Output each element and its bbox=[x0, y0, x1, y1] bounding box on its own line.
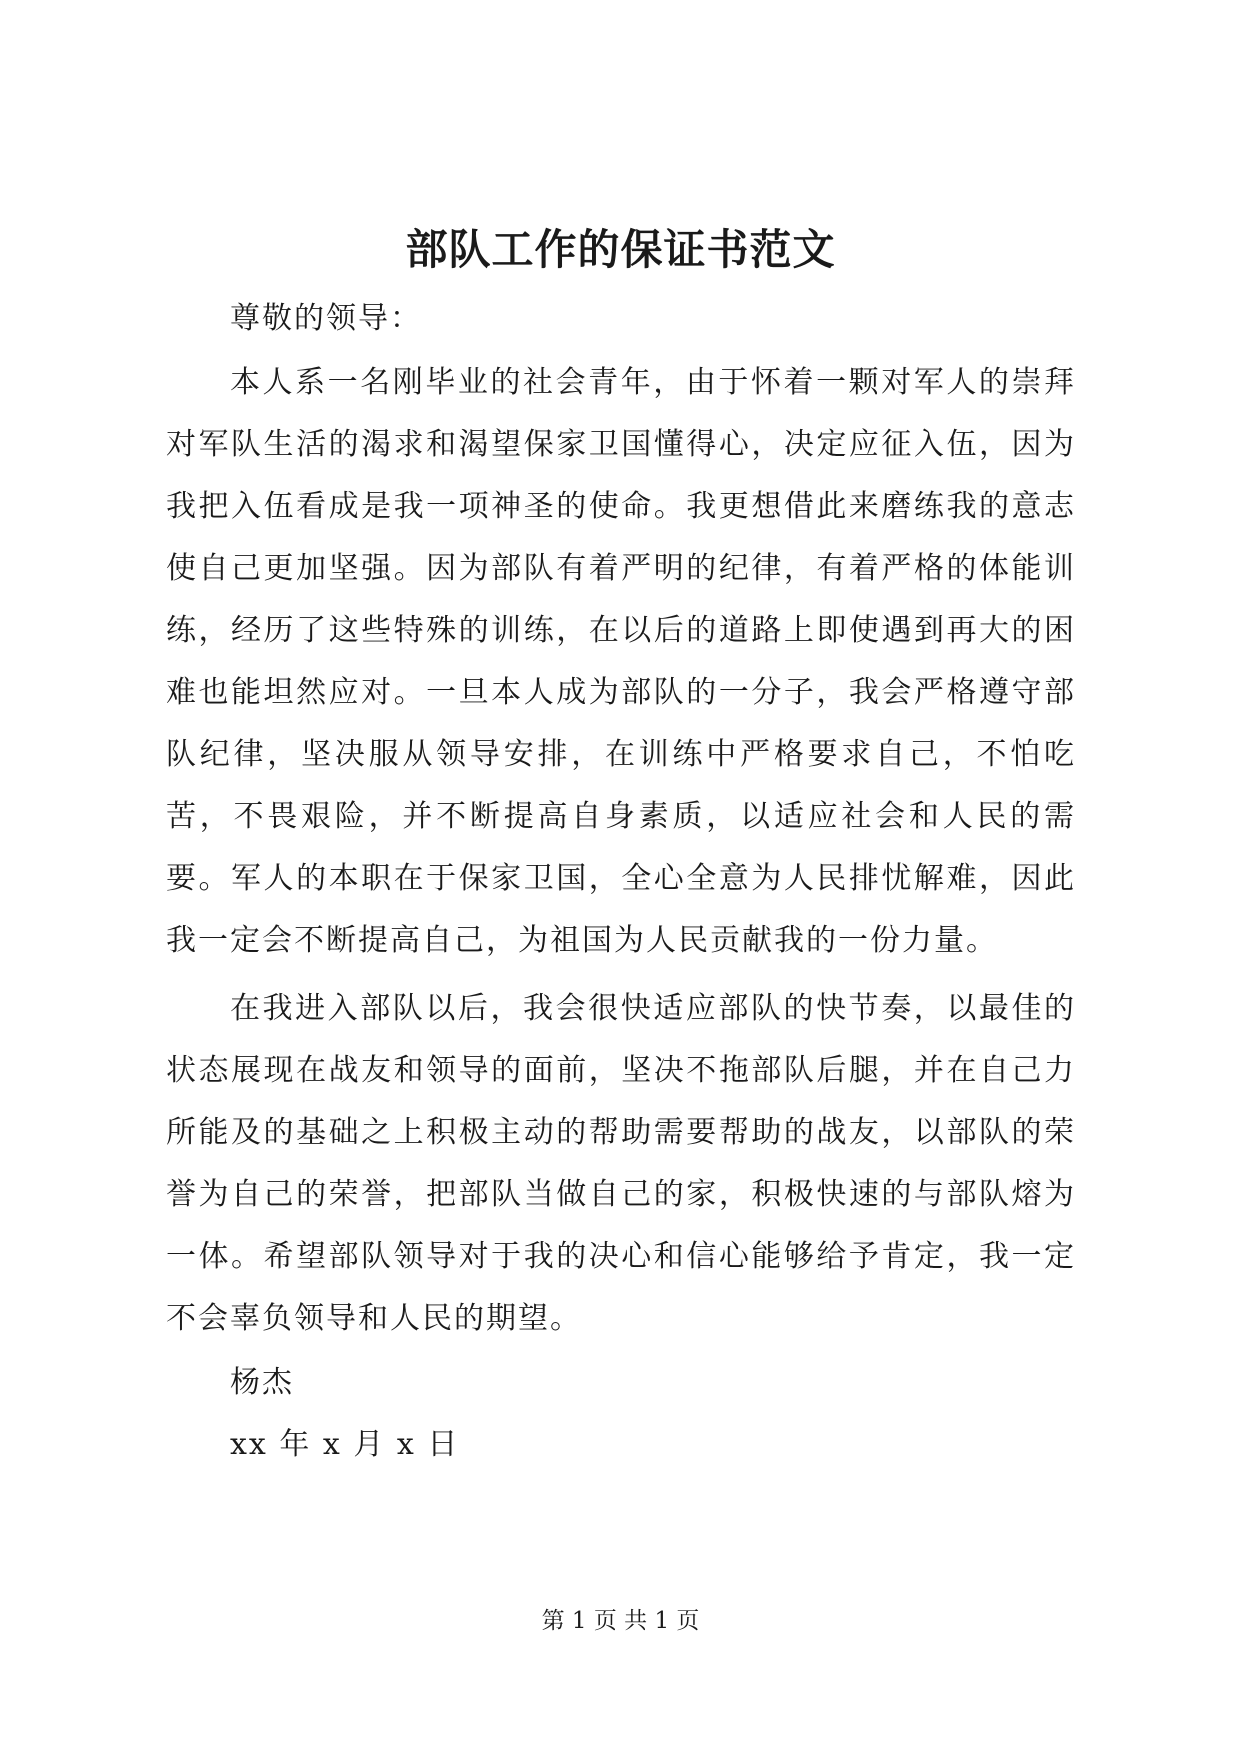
signature-name: 杨杰 bbox=[230, 1365, 294, 1400]
page-footer: 第 1 页 共 1 页 bbox=[541, 1608, 700, 1634]
document-title: 部队工作的保证书范文 bbox=[405, 225, 836, 274]
body-paragraph-2: 在我进入部队以后，我会很快适应部队的快节奏，以最佳的状态展现在战友和领导的面前，坚决不拖部队后腿，并在自己力所能及的基础之上积极主动的帮助需要帮助的战友，以部队的荣誉为自己的荣誉，把部队当做自己的家，积极快速的与部队熔为一体。希望部队领导对于我的决心和信心能够给予肯定，我一定不会辜负领导和人民的期望。 bbox=[166, 991, 1076, 1336]
signature-date: xx 年 x 月 x 日 bbox=[230, 1427, 460, 1462]
body-paragraph-1: 本人系一名刚毕业的社会青年，由于怀着一颗对军人的崇拜对军队生活的渴求和渴望保家卫国懂得心，决定应征入伍，因为我把入伍看成是我一项神圣的使命。我更想借此来磨练我的意志使自己更加坚强。因为部队有着严明的纪律，有着严格的体能训练，经历了这些特殊的训练，在以后的道路上即使遇到再大的困难也能坦然应对。一旦本人成为部队的一分子，我会严格遵守部队纪律，坚决服从领导安排，在训练中严格要求自己，不怕吃苦，不畏艰险，并不断提高自身素质，以适应社会和人民的需要。军人的本职在于保家卫国，全心全意为人民排忧解难，因此我一定会不断提高自己，为祖国为人民贡献我的一份力量。 bbox=[166, 365, 1076, 958]
salutation: 尊敬的领导： bbox=[230, 301, 422, 336]
